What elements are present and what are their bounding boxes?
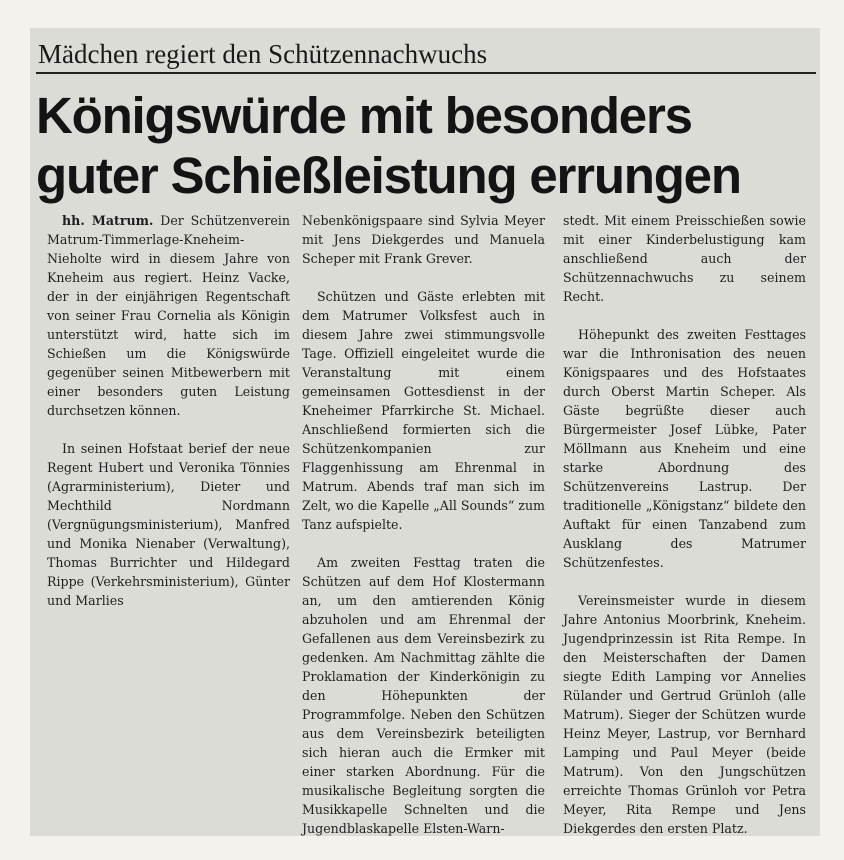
article-kicker: Mädchen regiert den Schützennachwuchs [38, 39, 488, 69]
column-2-paragraph-1: Nebenkönigspaare sind Sylvia Meyer mit Jens Diekgerdes und Manuela Scheper mit Frank Grever. [302, 213, 545, 266]
column-1-paragraph-1-text: Der Schützenverein Matrum-Timmerlage-Kneheim-Nieholte wird in diesem Jahre von Kneheim aus regiert. Heinz Vacke, der in der einjährigen Regentschaft von seiner Frau Cornelia als Königin unterstützt wird, hatte sich im Schießen um die Königswürde gegenüber seinen Mitbewerbern mit einer besonders guten Leistung durchsetzen können. [47, 213, 290, 418]
column-3-paragraph-2: Höhepunkt des zweiten Festtages war die Inthronisation des neuen Königspaares und des Hofstaates durch Oberst Martin Scheper. Als Gäste begrüßte dieser auch Bürgermeister Josef Lübke, Pater Möllmann aus Kneheim und eine starke Abordnung des Schützenvereins Lastrup. Der traditionelle „Königstanz“ bildete den Auftakt für einen Tanzabend zum Ausklang des Matrumer Schützenfestes. [563, 327, 806, 570]
column-1-paragraph-1 [47, 211, 290, 420]
column-2-paragraph-3: Am zweiten Festtag traten die Schützen auf dem Hof Klostermann an, um den amtierenden König abzuholen und am Ehrenmal der Gefallenen aus dem Vereinsbezirk zu gedenken. Am Nachmittag zählte die Proklamation der Kinderkönigin zu den Höhepunkten der Programmfolge. Neben den Schützen aus dem Vereinsbezirk beteiligten sich hieran auch die Ermker mit einer starken Abordnung. Für die musikalische Begleitung sorgten die Musikkapelle Schnelten und die Jugendblaskapelle Elsten-Warn- [302, 555, 545, 836]
article-column-3 [563, 211, 806, 838]
column-1-paragraph-2: In seinen Hofstaat berief der neue Regent Hubert und Veronika Tönnies (Agrarministerium), Dieter und Mechthild Nordmann (Vergnügungsministerium), Manfred und Monika Nienaber (Verwaltung), Thomas Burrichter und Hildegard Rippe (Verkehrsministerium), Günter und Marlies [47, 441, 290, 608]
column-2-paragraph-2: Schützen und Gäste erlebten mit dem Matrumer Volksfest auch in diesem Jahre zwei stimmungsvolle Tage. Offiziell eingeleitet wurde die Veranstaltung mit einem gemeinsamen Gottesdienst in der Kneheimer Pfarrkirche St. Michael. Anschließend formierten sich die Schützenkompanien zur Flaggenhissung am Ehrenmal in Matrum. Abends traf man sich im Zelt, wo die Kapelle „All Sounds“ zum Tanz aufspielte. [302, 289, 545, 532]
article-headline [36, 86, 816, 206]
article-column-2 [302, 211, 545, 838]
headline-line-1: Königswürde mit besonders [36, 87, 692, 144]
article-column-1 [47, 211, 290, 610]
column-3-paragraph-3: Vereinsmeister wurde in diesem Jahre Antonius Moorbrink, Kneheim. Jugendprinzessin ist Rita Rempe. In den Meisterschaften der Damen siegte Edith Lamping vor Annelies Rülander und Gertrud Grünloh (alle Matrum). Sieger der Schützen wurde Heinz Meyer, Lastrup, vor Bernhard Lamping und Paul Meyer (beide Matrum). Von den Jungschützen erreichte Thomas Grünloh vor Petra Meyer, Rita Rempe und Jens Diekgerdes den ersten Platz. [563, 593, 806, 836]
kicker-divider [36, 72, 816, 74]
dateline: hh. Matrum. [62, 213, 154, 228]
column-3-paragraph-1: stedt. Mit einem Preisschießen sowie mit einer Kinderbelustigung kam anschließend auch der Schützennachwuchs zu seinem Recht. [563, 213, 806, 304]
headline-line-2: guter Schießleistung errungen [36, 147, 741, 204]
